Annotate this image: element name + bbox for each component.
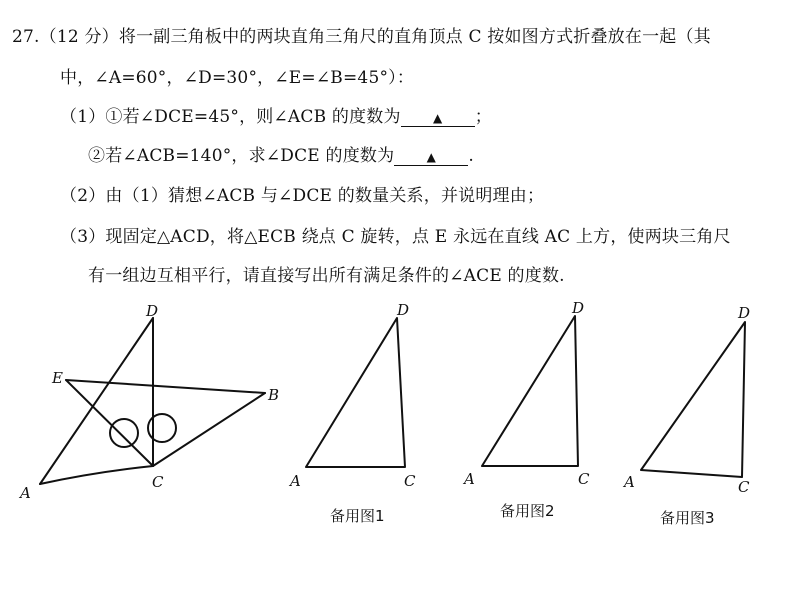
backup2-label-A: A bbox=[464, 470, 475, 488]
answer-blank-1: ▲ bbox=[401, 111, 475, 127]
label-C: C bbox=[152, 473, 164, 491]
question-line-2: 中，∠A=60°，∠D=30°，∠E=∠B=45°）： bbox=[60, 68, 415, 88]
figures-area bbox=[0, 296, 789, 590]
question-3-line-1: （3）现固定△ACD，将△ECB 绕点 C 旋转，点 E 永远在直线 AC 上方，使两块三角尺 bbox=[60, 227, 731, 247]
question-1a-text: （1）①若∠DCE=45°，则∠ACB 的度数为 bbox=[60, 107, 401, 127]
question-1a bbox=[60, 102, 492, 127]
backup2-label-D: D bbox=[572, 299, 585, 317]
segment-AC bbox=[40, 466, 153, 484]
backup-caption-3: 备用图3 bbox=[660, 509, 715, 527]
backup-figure-3 bbox=[641, 322, 745, 477]
question-1b bbox=[88, 141, 474, 166]
question-2: （2）由（1）猜想∠ACB 与∠DCE 的数量关系，并说明理由； bbox=[60, 186, 545, 206]
label-E: E bbox=[52, 369, 63, 387]
angle-mark-circle-left bbox=[110, 419, 138, 447]
backup-figure-2 bbox=[482, 316, 578, 466]
backup3-label-A: A bbox=[624, 473, 635, 491]
question-1a-end: ； bbox=[474, 107, 492, 127]
question-1b-end: . bbox=[468, 146, 474, 166]
backup-caption-2: 备用图2 bbox=[500, 502, 555, 520]
segment-EB bbox=[66, 380, 265, 393]
backup1-label-A: A bbox=[290, 472, 301, 490]
main-figure bbox=[40, 318, 265, 484]
segment-EC bbox=[66, 380, 153, 466]
question-line-1: 27.（12 分）将一副三角板中的两块直角三角尺的直角顶点 C 按如图方式折叠放在一起（其 bbox=[12, 27, 711, 47]
question-3-line-2: 有一组边互相平行，请直接写出所有满足条件的∠ACE 的度数. bbox=[88, 266, 565, 286]
backup1-label-D: D bbox=[397, 301, 410, 319]
backup2-label-C: C bbox=[578, 470, 590, 488]
backup-figure-1 bbox=[306, 318, 405, 467]
backup1-label-C: C bbox=[404, 472, 416, 490]
backup-caption-1: 备用图1 bbox=[330, 507, 385, 525]
backup3-label-C: C bbox=[738, 478, 750, 496]
backup3-label-D: D bbox=[738, 304, 751, 322]
segment-AD bbox=[40, 318, 153, 484]
segment-BC bbox=[153, 393, 265, 466]
question-1b-text: ②若∠ACB=140°，求∠DCE 的度数为 bbox=[88, 146, 395, 166]
label-D: D bbox=[146, 302, 159, 320]
answer-blank-2: ▲ bbox=[394, 150, 468, 166]
label-A: A bbox=[20, 484, 31, 502]
label-B: B bbox=[268, 386, 280, 404]
